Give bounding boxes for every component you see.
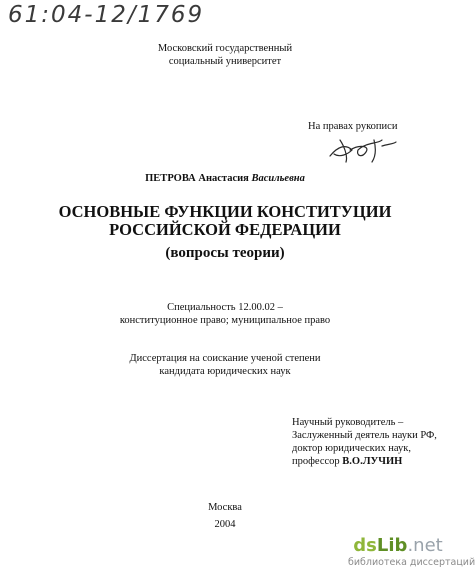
supervisor-title: профессор xyxy=(292,456,343,467)
dissertation-title-line-1: ОСНОВНЫЕ ФУНКЦИИ КОНСТИТУЦИИ xyxy=(58,202,392,221)
institution-line-2: социальный университет xyxy=(168,56,282,67)
degree-line-1: Диссертация на соискание ученой степени xyxy=(129,353,321,364)
watermark-caption: библиотека диссертаций xyxy=(348,557,475,568)
specialty-line-1: Специальность 12.00.02 – xyxy=(167,302,283,313)
watermark-logo-net: .net xyxy=(407,535,443,556)
supervisor-line-1: Научный руководитель – xyxy=(292,417,404,428)
year: 2004 xyxy=(214,519,236,530)
watermark-logo-ds: ds xyxy=(353,535,377,556)
degree-line-2: кандидата юридических наук xyxy=(159,366,291,377)
manuscript-rights-label: На правах рукописи xyxy=(308,121,398,132)
watermark-logo-lib: Lib xyxy=(376,535,408,556)
supervisor-line-2: Заслуженный деятель науки РФ, xyxy=(292,430,437,441)
city: Москва xyxy=(208,502,242,513)
specialty-line-2: конституционное право; муниципальное право xyxy=(119,315,331,326)
handwritten-catalog-code: 61:04-12/1769 xyxy=(8,2,205,28)
dissertation-subtitle: (вопросы теории) xyxy=(165,245,285,261)
author-surname-first: ПЕТРОВА Анастасия xyxy=(145,173,249,184)
author-name xyxy=(0,173,450,184)
dissertation-title-line-2: РОССИЙСКОЙ ФЕДЕРАЦИИ xyxy=(109,220,341,239)
watermark xyxy=(348,535,475,568)
handwritten-signature xyxy=(326,134,398,164)
author-patronymic: Васильевна xyxy=(251,173,305,184)
supervisor-line-3: доктор юридических наук, xyxy=(292,443,411,454)
watermark-logo xyxy=(348,536,448,556)
institution-line-1: Московский государственный xyxy=(157,43,293,54)
supervisor-name: В.О.ЛУЧИН xyxy=(342,456,403,467)
supervisor-line-4 xyxy=(292,455,402,468)
